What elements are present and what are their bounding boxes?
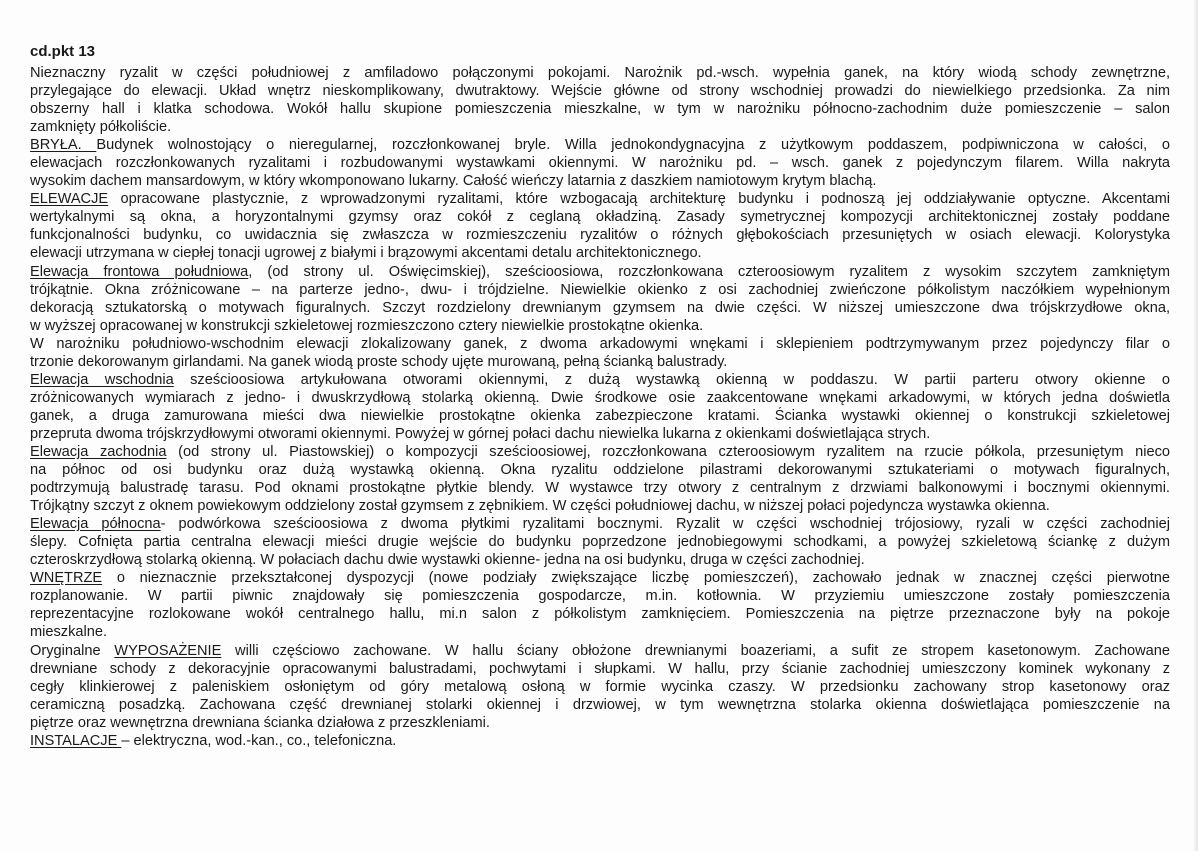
paragraph xyxy=(30,569,1170,641)
text-span: trzonie dekorowanym girlandami. Na ganek wiodą proste schody ujęte murowaną, pełną ścianką balustrady. xyxy=(30,353,728,370)
text-span: Nieznaczny ryzalit w części południowej z amfiladowo połączonymi pokojami. Narożnik pd.-wsch. wypełnia ganek, na który wiodą schody zewnętrzne, xyxy=(30,65,1170,81)
text-line xyxy=(30,587,1170,605)
section-label: Elewacja północna xyxy=(30,516,161,533)
text-line xyxy=(30,497,1170,515)
text-span: elewacji utrzymana w ciepłej tonacji ugrowej z białymi i brązowymi akcentami detalu architektonicznego. xyxy=(30,245,702,262)
paragraph xyxy=(30,443,1170,515)
text-line xyxy=(30,678,1170,696)
section-label: Elewacja wschodnia xyxy=(30,371,174,388)
text-span: (od strony ul. Piastowskiej) o kompozycji sześcioosiowej, rozczłonkowana czteroosiowym ryzalitem na rzucie półkola, przesuniętym nieco xyxy=(166,443,1170,460)
text-span: czteroskrzydłową stolarką okienną. W połaciach dachu dwie wystawki okienne- jedna na osi budynku, druga w części zachodniej. xyxy=(30,552,865,569)
paragraph xyxy=(30,371,1170,443)
text-line xyxy=(30,425,1170,443)
text-line xyxy=(30,533,1170,551)
text-line xyxy=(30,443,1170,461)
text-span: przepruta dwoma trójskrzydłowymi otworami okiennymi. Powyżej w górnej połaci dachu niewielka lukarna z okienkami doświetlająca strych. xyxy=(30,425,931,442)
paragraph xyxy=(30,515,1170,569)
paragraph xyxy=(30,732,1170,750)
section-label: Elewacja frontowa południowa xyxy=(30,263,249,280)
text-span: rozplanowanie. W partii piwnic znajdowały się pomieszczenia gospodarcze, m.in. kotłownia. W przyziemiu umieszczone zostały pomieszczenia xyxy=(30,588,1170,605)
paragraph xyxy=(30,335,1170,371)
text-line xyxy=(30,569,1170,587)
text-span: Oryginalne xyxy=(30,642,115,659)
text-span: W narożniku południowo-wschodnim elewacji zlokalizowany ganek, z dwoma arkadowymi wnękami i sklepieniem podtrzymywanym przez pojedynczy filar o xyxy=(30,335,1170,352)
text-span: ślepy. Cofnięta partia centralna elewacji mieści drugie wejście do budynku poprzedzone jednobiegowymi schodkami, a powyżej szkieletową ściankę z dużym xyxy=(30,534,1170,551)
text-span: w wyższej opracowanej w konstrukcji szkieletowej rozmieszczono cztery niewielkie prostokątne okienka. xyxy=(30,317,704,334)
text-span: przylegające do elewacji. Układ wnętrz nieskomplikowany, dwutraktowy. Wejście główne od strony wschodniej prowadzi do niewielkiego przedsionka. Za nim xyxy=(30,83,1170,100)
section-label: WNĘTRZE xyxy=(30,570,103,587)
text-line xyxy=(30,696,1170,714)
text-line xyxy=(30,281,1170,299)
text-line xyxy=(30,136,1170,154)
text-span: , (od strony ul. Oświęcimskiej), sześcioosiowa, rozczłonkowana czteroosiowym ryzalitem z wysokim szczytem zamkniętym xyxy=(248,263,1170,280)
text-line xyxy=(30,714,1170,732)
text-span: willi częściowo zachowane. W hallu ściany obłożone drewnianymi boazeriami, a sufit ze stropem kasetonowym. Zachowane xyxy=(221,642,1170,659)
scan-edge xyxy=(1192,0,1198,851)
text-span: piętrze oraz wewnętrzna drewniana ścianka działowa z przeszkleniami. xyxy=(30,714,490,731)
paragraph xyxy=(30,136,1170,190)
text-span: ganek, a druga zamurowana mieści dwa niewielkie prostokątne okienka zabezpieczone kratami. Ścianka wystawki okiennej o konstrukcji szkieletowej xyxy=(30,407,1170,424)
text-line xyxy=(30,515,1170,533)
text-span: cegły klinkierowej z paleniskiem osłoniętym od góry metalową osłoną w formie wycinka czaszy. W przedsionku zachowany strop kasetonowy oraz xyxy=(30,678,1170,695)
text-span: wertykalnymi są okna, a horyzontalnymi gzymsy oraz cokół z ceglaną okładziną. Zasady symetrycznej kompozycji architektonicznej zostały poddane xyxy=(30,209,1170,226)
text-span: funkcjonalności budynku, co uwidacznia się zwłaszcza w rozmieszczeniu ryzalitów o różnych głębokościach przesuniętych w osiach elewacji. Kolorystyka xyxy=(30,227,1170,244)
text-span: trójkątnie. Okna zróżnicowane – na parterze jedno-, dwu- i trójdzielne. Niewielkie okienko z osi zachodniej zwieńczone półkolistym naczółkiem wypełnionym xyxy=(30,281,1170,298)
text-line xyxy=(30,190,1170,208)
text-span: elewacjach rozczłonkowanych ryzalitami i rozbudowanymi wystawkami okiennymi. W narożniku pd. – wsch. ganek z pojedynczym filarem. Willa nakryta xyxy=(30,155,1170,172)
paragraph xyxy=(30,642,1170,732)
text-line xyxy=(30,642,1170,660)
section-label: WYPOSAŻENIE xyxy=(114,642,222,659)
text-span: drewniane schody z dekoracyjnie opracowanymi balustradami, pochwytami i słupkami. W hallu, przy ścianie zachodniej umieszczony kominek wykonany z xyxy=(30,660,1170,677)
text-span: ceramiczną posadzką. Zachowana część drewnianej stolarki okiennej i drzwiowej, w tym wewnętrzna stolarka okienna doświetlająca pomieszczenie na xyxy=(30,696,1170,713)
text-line xyxy=(30,118,1170,136)
text-span: Budynek wolnostojący o nieregularnej, rozczłonkowanej bryle. Willa jednokondygnacyjna z użytkowym poddaszem, podpiwniczona w całości, o xyxy=(96,137,1170,154)
text-line xyxy=(30,407,1170,425)
text-line xyxy=(30,732,1170,750)
text-line xyxy=(30,208,1170,226)
text-line xyxy=(30,479,1170,497)
text-line xyxy=(30,461,1170,479)
text-line xyxy=(30,100,1170,118)
text-span: reprezentacyjne rozlokowane wokół centralnego hallu, mi.n salon z półkolistym zamknięciem. Pomieszczenia na piętrze przeznaczone były na pokoje xyxy=(30,606,1170,623)
section-label: Elewacja zachodnia xyxy=(30,443,167,460)
paragraph xyxy=(30,190,1170,262)
text-line xyxy=(30,317,1170,335)
text-line xyxy=(30,64,1170,82)
text-line xyxy=(30,82,1170,100)
text-line xyxy=(30,623,1170,641)
text-line xyxy=(30,605,1170,623)
text-span: obszerny hall i klatka schodowa. Wokół hallu skupione pomieszczenia mieszkalne, w tym w narożniku północno-zachodnim duże pomieszczenie – salon xyxy=(30,101,1170,118)
text-span: mieszkalne. xyxy=(30,624,108,641)
text-line xyxy=(30,226,1170,244)
document-body xyxy=(30,64,1170,750)
text-line xyxy=(30,660,1170,678)
text-span: - podwórkowa sześcioosiowa z dwoma płytkimi ryzalitami bocznymi. Ryzalit w części wschodniej trójosiowy, ryzali w części zachodniej xyxy=(160,516,1170,533)
text-line xyxy=(30,172,1170,190)
section-heading: cd.pkt 13 xyxy=(30,43,96,60)
paragraph xyxy=(30,263,1170,335)
text-line xyxy=(30,263,1170,281)
text-span: zamknięty półkoliście. xyxy=(30,119,172,136)
text-line xyxy=(30,299,1170,317)
text-span: wysokim dachem mansardowym, w który wkomponowano lukarny. Całość wieńczy latarnia z daszkiem namiotowym krytym blachą. xyxy=(30,173,877,190)
text-line xyxy=(30,244,1170,262)
text-line xyxy=(30,154,1170,172)
text-line xyxy=(30,371,1170,389)
section-label: BRYŁA. xyxy=(30,137,97,154)
paragraph xyxy=(30,64,1170,136)
text-span: sześcioosiowa artykułowana otworami okiennymi, z dużą wystawką okienną w poddaszu. W partii parteru otwory okienne o xyxy=(173,371,1170,388)
section-label: ELEWACJE xyxy=(30,191,109,208)
text-span: na północ od osi budynku oraz dużą wystawką okienną. Okna ryzalitu oddzielone pilastrami dekorowanymi sztukateriami o motywach figuralnych, xyxy=(30,462,1170,479)
text-line xyxy=(30,353,1170,371)
text-span: zróżnicowanych wymiarach z jedno- i dwuskrzydłową stolarką okienną. Dwie środkowe osie zaakcentowane wnękami arkadowymi, w których jedna doświetla xyxy=(30,389,1170,406)
text-span: Trójkątny szczyt z oknem powiekowym oddzielony został gzymsem z zębnikiem. W części południowej dachu, w niższej połaci pojedyncza wystawka okienna. xyxy=(30,498,1050,515)
text-span: podtrzymują balustradę tarasu. Pod oknami prostokątne płytkie blendy. W wystawce trzy otwory z centralnym z drzwiami balkonowymi i bocznymi okiennymi. xyxy=(30,480,1170,497)
text-span: – elektryczna, wod.-kan., co., telefoniczna. xyxy=(121,732,397,749)
text-span: opracowane plastycznie, z wprowadzonymi ryzalitami, które wzbogacają architekturę budynku i podnoszą jej oddziaływanie optyczne. Akcentami xyxy=(108,191,1170,208)
text-span: dekoracją sztukatorską o motywach figuralnych. Szczyt rozdzielony drewnianym gzymsem na dwie części. W niższej umieszczone dwa trójskrzydłowe okna, xyxy=(30,299,1170,316)
section-label: INSTALACJE xyxy=(30,732,122,749)
text-line xyxy=(30,389,1170,407)
text-line xyxy=(30,551,1170,569)
text-line xyxy=(30,335,1170,353)
text-span: o nieznacznie przekształconej dyspozycji (nowe podziały zwiększające liczbę pomieszczeń), zachowało jednak w znacznej części pierwotne xyxy=(102,570,1170,587)
